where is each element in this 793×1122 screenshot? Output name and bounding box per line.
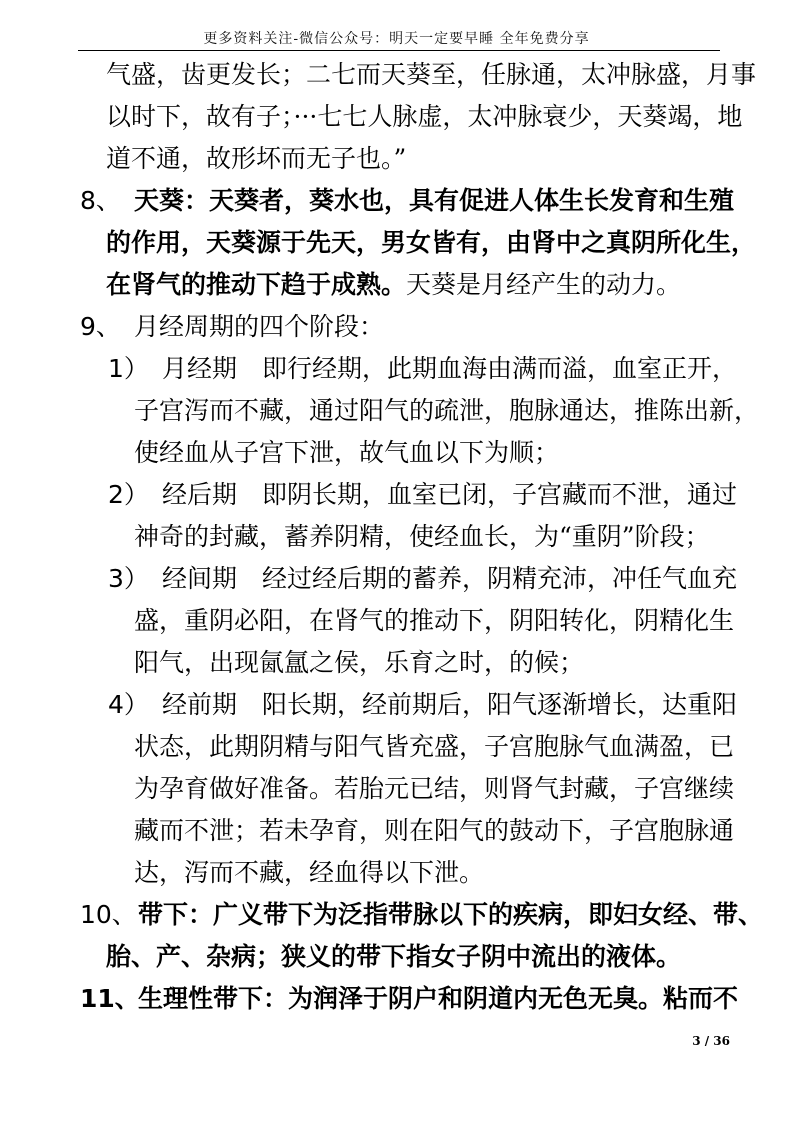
text-line: 月经周期的四个阶段： [134,312,385,341]
text-line: 月经期 即行经期，此期血海由满而溢，血室正开， [162,354,738,383]
text-line: 经后期 即阴长期，血室已闭，子宫藏而不泄，通过 [162,480,738,509]
text-line: 使经血从子宫下泄，故气血以下为顺； [134,438,560,467]
sub-item-number: 4） [108,690,149,719]
text-line: 天葵：天葵者，葵水也，具有促进人体生长发育和生殖 [134,186,735,215]
text-line: 以时下，故有子；···七七人脉虚，太冲脉衰少，天葵竭，地 [106,102,743,131]
text-line: 经间期 经过经后期的蓄养，阴精充沛，冲任气血充 [162,564,738,593]
text-line: 状态，此期阴精与阳气皆充盛，子宫胞脉气血满盈，已 [134,732,735,761]
item-number: 10、 [80,900,137,929]
text-line: 气盛，齿更发长；二七而天葵至，任脉通，太冲脉盛，月事 [106,60,757,89]
text-line: 的作用，天葵源于先天，男女皆有，由肾中之真阴所化生， [106,228,757,257]
sub-item-number: 2） [108,480,149,509]
text-line: 道不通，故形坏而无子也。” [106,144,407,173]
item-number: 9、 [80,312,121,341]
text-line: 经前期 阳长期，经前期后，阳气逐渐增长，达重阳 [162,690,738,719]
text-line: 子宫泻而不藏，通过阳气的疏泄，胞脉通达，推陈出新， [134,396,760,425]
text-line: 达，泻而不藏，经血得以下泄。 [134,858,485,887]
bold-phrase: 在肾气的推动下趋于成熟。 [106,270,407,299]
text-line: 胎、产、杂病；狭义的带下指女子阴中流出的液体。 [106,942,682,971]
header-divider [78,50,720,51]
page-number: 3 / 36 [692,1034,730,1048]
page-header: 更多资料关注-微信公众号：明天一定要早睡 全年免费分享 [203,31,590,47]
text-line: 生理性带下：为润泽于阴户和阴道内无色无臭。粘而不 [138,984,739,1013]
item-number: 11、 [80,984,140,1013]
sub-item-number: 1） [108,354,149,383]
plain-phrase: 天葵是月经产生的动力。 [406,270,682,299]
text-line: 阳气，出现氤氲之侯，乐育之时，的候； [134,648,585,677]
item-number: 8、 [80,186,121,215]
text-line [106,270,681,300]
text-line: 藏而不泄；若未孕育，则在阳气的鼓动下，子宫胞脉通 [134,816,735,845]
text-line: 带下：广义带下为泛指带脉以下的疾病，即妇女经、带、 [138,900,764,929]
text-line: 盛，重阴必阳，在肾气的推动下，阴阳转化，阴精化生 [134,606,735,635]
sub-item-number: 3） [108,564,149,593]
text-line: 为孕育做好准备。若胎元已结，则肾气封藏，子宫继续 [134,774,735,803]
text-line: 神奇的封藏，蓄养阴精，使经血长，为“重阴”阶段； [134,522,710,551]
